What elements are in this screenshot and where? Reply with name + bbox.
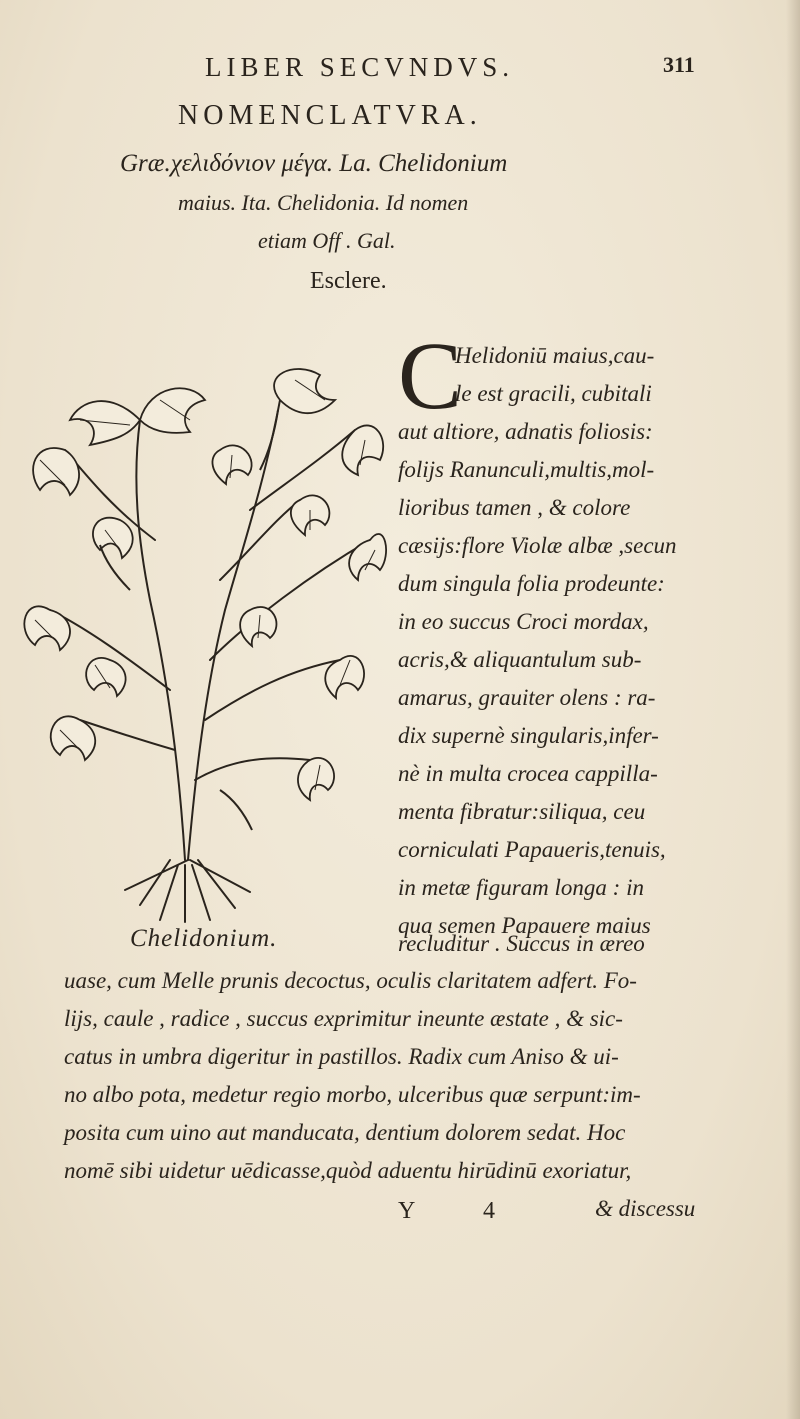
drop-capital: C xyxy=(398,322,463,429)
text-line: no albo pota, medetur regio morbo, ulceribus quæ serpunt:im- xyxy=(64,1082,641,1107)
text-line: corniculati Papaueris,tenuis, xyxy=(398,837,666,862)
text-line: posita cum uino aut manducata, dentium dolorem sedat. Hoc xyxy=(64,1120,626,1145)
text-line: uase, cum Melle prunis decoctus, oculis claritatem adfert. Fo- xyxy=(64,968,637,993)
nomenclature-line-3: etiam Off . Gal. xyxy=(258,228,396,253)
text-line: nè in multa crocea cappilla- xyxy=(398,761,658,786)
chelidonium-woodcut-illustration xyxy=(20,360,390,930)
nomenclature-line-1: Græ.χελιδόνιον μέγα. La. Chelidonium xyxy=(120,150,508,177)
nomenclature-line-2: maius. Ita. Chelidonia. Id nomen xyxy=(178,190,469,215)
signature-mark: Y xyxy=(398,1198,416,1224)
text-line: recluditur . Succus in æreo xyxy=(398,931,645,956)
section-title: NOMENCLATVRA. xyxy=(178,100,482,131)
text-line: dix supernè singularis,infer- xyxy=(398,723,659,748)
text-line: Helidoniū maius,cau- xyxy=(455,343,655,368)
text-line: amarus, grauiter olens : ra- xyxy=(398,685,656,710)
signature-number: 4 xyxy=(483,1198,495,1224)
figure-caption: Chelidonium. xyxy=(130,925,278,952)
text-line: lijs, caule , radice , succus exprimitur ineunte æstate , & sic- xyxy=(64,1006,623,1031)
text-line: folijs Ranunculi,multis,mol- xyxy=(398,457,655,482)
catchword: & discessu xyxy=(595,1196,696,1221)
text-line: aut altiore, adnatis foliosis: xyxy=(398,419,653,444)
nomenclature-line-4: Esclere. xyxy=(310,268,387,294)
text-line: dum singula folia prodeunte: xyxy=(398,571,665,596)
text-line: in eo succus Croci mordax, xyxy=(398,609,649,634)
text-line: menta fibratur:siliqua, ceu xyxy=(398,799,646,824)
text-line: nomē sibi uidetur uēdicasse,quòd aduentu hirūdinū exoriatur, xyxy=(64,1158,632,1183)
text-line: cæsijs:flore Violæ albæ ,secun xyxy=(398,533,677,558)
text-line: in metæ figuram longa : in xyxy=(398,875,644,900)
text-line: le est gracili, cubitali xyxy=(455,381,652,406)
running-title: LIBER SECVNDVS. xyxy=(205,52,515,82)
page-number: 311 xyxy=(663,52,695,77)
text-line: catus in umbra digeritur in pastillos. Radix cum Aniso & ui- xyxy=(64,1044,619,1069)
text-line: acris,& aliquantulum sub- xyxy=(398,647,642,672)
text-line: qua semen Papauere maius xyxy=(398,913,651,938)
text-line: lioribus tamen , & colore xyxy=(398,495,631,520)
